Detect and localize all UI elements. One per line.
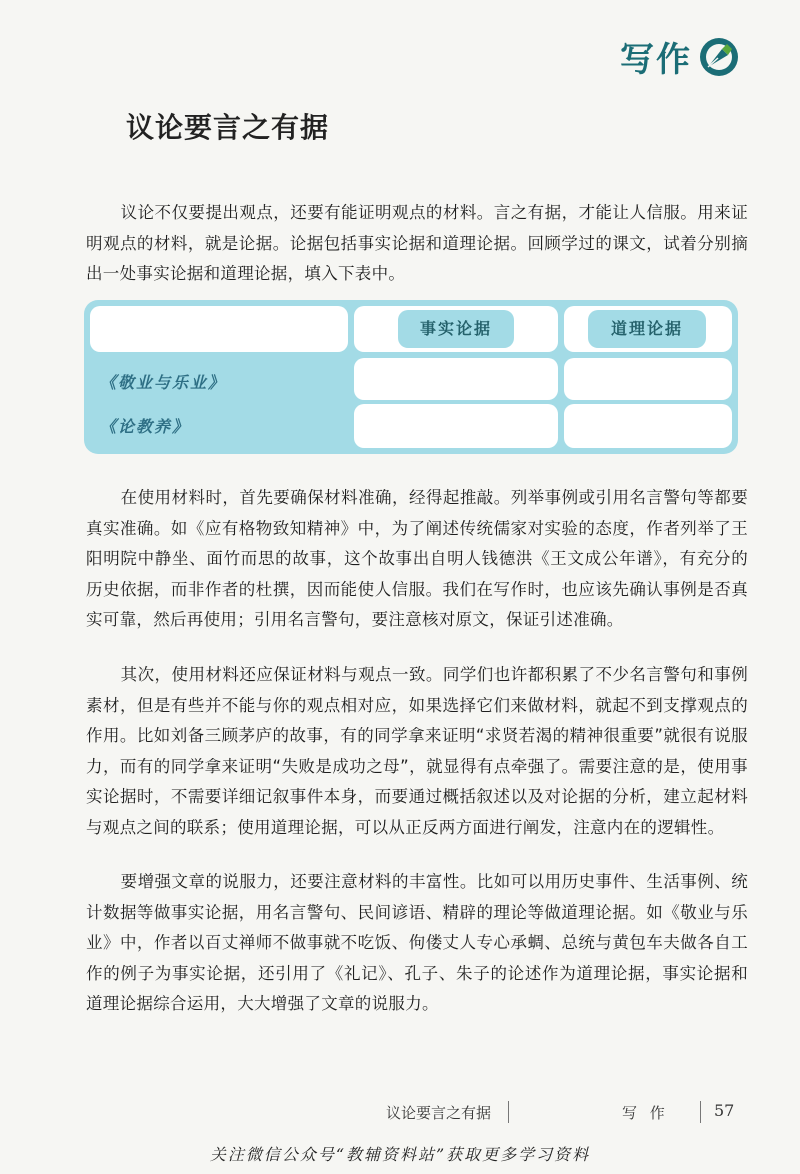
row-label: 《敬业与乐业》 <box>100 373 227 392</box>
footer-running-title: 议论要言之有据 <box>386 1104 492 1122</box>
section-badge <box>620 32 740 81</box>
footer-divider <box>508 1101 509 1123</box>
row-label: 《论教养》 <box>100 417 191 436</box>
page-title: 议论要言之有据 <box>126 111 330 144</box>
reason-answer-cell[interactable] <box>564 358 732 400</box>
evidence-table <box>84 300 738 454</box>
fact-answer-cell[interactable] <box>354 358 558 400</box>
section-label: 写作 <box>620 40 692 80</box>
fact-answer-cell[interactable] <box>354 404 558 448</box>
table-header-reason-cell <box>564 306 732 352</box>
body-paragraph: 在使用材料时，首先要确保材料准确，经得起推敲。列举事例或引用名言警句等都要真实准确。如《应有格物致知精神》中，为了阐述传统儒家对实验的态度，作者列举了王阳明院中静坐、面竹而思的故事，这个故事出自明人钱德洪《王文成公年谱》，有充分的历史依据，而非作者的杜撰，因而能使人信服。我们在写作时，也应该先确认事例是否真实可靠，然后再使用；引用名言警句，要注意核对原文，保证引述准确。 <box>86 488 748 629</box>
table-header-fact-cell <box>354 306 558 352</box>
table-header-fact: 事实论据 <box>398 310 514 348</box>
pen-nib-icon <box>698 36 740 78</box>
page-number: 57 <box>714 1101 735 1120</box>
table-header-reason: 道理论据 <box>588 310 706 348</box>
footer-section: 写 作 <box>622 1104 669 1122</box>
body-paragraph: 要增强文章的说服力，还要注意材料的丰富性。比如可以用历史事件、生活事例、统计数据等做事实论据，用名言警句、民间谚语、精辟的理论等做道理论据。如《敬业与乐业》中，作者以百丈禅师不做事就不吃饭、佝偻丈人专心承蜩、总统与黄包车夫做各自工作的例子为事实论据，还引用了《礼记》、孔子、朱子的论述作为道理论据，事实论据和道理论据综合运用，大大增强了文章的说服力。 <box>86 872 748 1013</box>
footer-divider <box>700 1101 701 1123</box>
intro-paragraph: 议论不仅要提出观点，还要有能证明观点的材料。言之有据，才能让人信服。用来证明观点的材料，就是论据。论据包括事实论据和道理论据。回顾学过的课文，试着分别摘出一处事实论据和道理论据，填入下表中。 <box>86 203 748 283</box>
reason-answer-cell[interactable] <box>564 404 732 448</box>
body-paragraph: 其次，使用材料还应保证材料与观点一致。同学们也许都积累了不少名言警句和事例素材，但是有些并不能与你的观点相对应，如果选择它们来做材料，就起不到支撑观点的作用。比如刘备三顾茅庐的故事，有的同学拿来证明“求贤若渴的精神很重要”就很有说服力，而有的同学拿来证明“失败是成功之母”，就显得有点牵强了。需要注意的是，使用事实论据时，不需要详细记叙事件本身，而要通过概括叙述以及对论据的分析，建立起材料与观点之间的联系；使用道理论据，可以从正反两方面进行阐发，注意内在的逻辑性。 <box>86 665 748 837</box>
table-corner-cell <box>90 306 348 352</box>
watermark-text: 关注微信公众号“教辅资料站”获取更多学习资料 <box>209 1145 591 1164</box>
